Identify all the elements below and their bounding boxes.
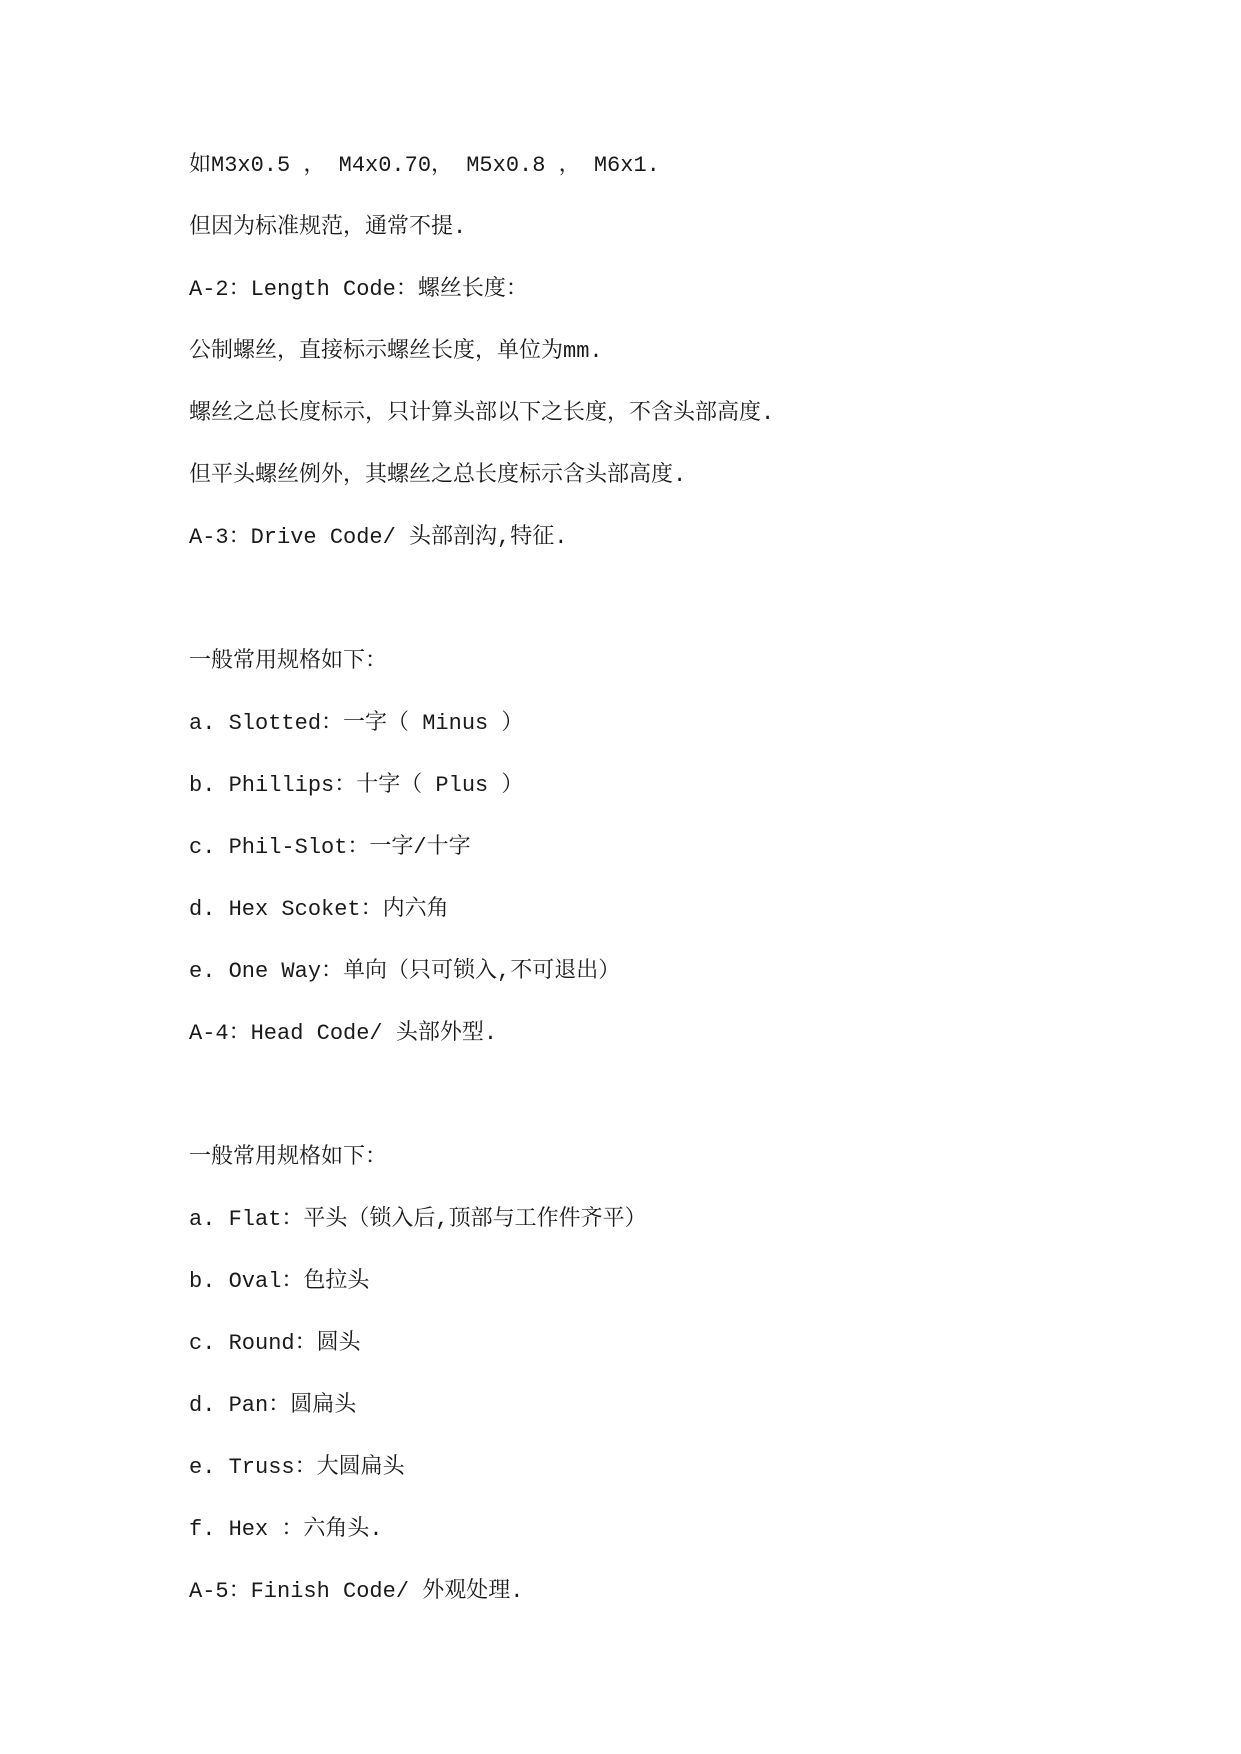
blank-line — [189, 569, 1169, 631]
list-item: c. Phil-Slot：一字/十字 — [189, 835, 471, 860]
section-heading-head-code: A-4：Head Code/ 头部外型. — [189, 1021, 498, 1046]
list-item: b. Phillips：十字（ Plus ） — [189, 773, 524, 798]
list-intro: 一般常用规格如下： — [189, 649, 388, 674]
list-item: f. Hex ：六角头. — [189, 1517, 383, 1542]
text-line: 但平头螺丝例外，其螺丝之总长度标示含头部高度. — [189, 463, 687, 488]
list-intro: 一般常用规格如下： — [189, 1145, 388, 1170]
list-item: e. One Way：单向（只可锁入,不可退出） — [189, 959, 621, 984]
list-item: d. Pan：圆扁头 — [189, 1393, 357, 1418]
section-heading-length-code: A-2：Length Code：螺丝长度： — [189, 277, 528, 302]
list-item: e. Truss：大圆扁头 — [189, 1455, 405, 1480]
blank-line — [189, 1065, 1169, 1127]
list-item: d. Hex Scoket：内六角 — [189, 897, 449, 922]
list-item: a. Flat：平头（锁入后,顶部与工作件齐平） — [189, 1207, 647, 1232]
list-item: c. Round：圆头 — [189, 1331, 361, 1356]
list-item: a. Slotted：一字（ Minus ） — [189, 711, 524, 736]
section-heading-finish-code: A-5：Finish Code/ 外观处理. — [189, 1579, 524, 1604]
section-heading-drive-code: A-3：Drive Code/ 头部剖沟,特征. — [189, 525, 568, 550]
text-line: 如M3x0.5 ， M4x0.70， M5x0.8 ， M6x1. — [189, 153, 660, 178]
list-item: b. Oval：色拉头 — [189, 1269, 370, 1294]
text-line: 螺丝之总长度标示，只计算头部以下之长度，不含头部高度. — [189, 401, 775, 426]
text-line: 但因为标准规范，通常不提. — [189, 215, 467, 240]
document-body — [189, 135, 1169, 1623]
text-line: 公制螺丝，直接标示螺丝长度，单位为mm. — [189, 339, 603, 364]
